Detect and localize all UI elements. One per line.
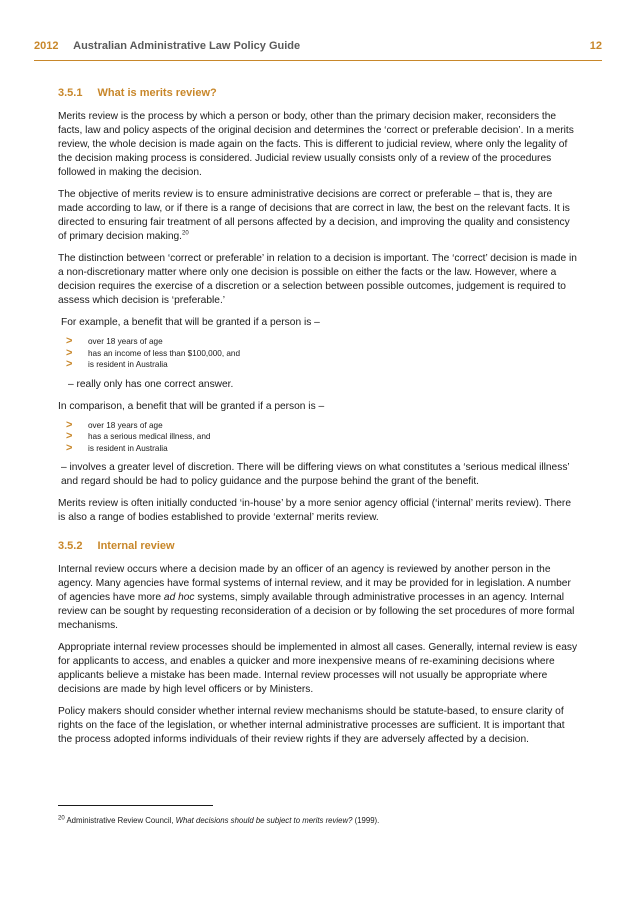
example-intro: In comparison, a benefit that will be granted if a person is – [58,400,325,412]
arrow-bullet-icon: > [66,346,73,359]
example-conclusion: – really only has one correct answer. [68,378,234,390]
arrow-bullet-icon: > [66,441,73,454]
paragraph-text: Internal review occurs where a decision made by an officer of an agency is reviewed by another person in the agency. Many agencies have formal systems of internal review, and it may be provided for in legislation. A number of agencies have more [58,564,571,603]
example-list-1 [66,336,578,371]
paragraph: Appropriate internal review processes should be implemented in almost all cases. Generally, internal review is easy for applicants to access, and enables a quicker and more inexpensive means of re-examining decisions where applicants believe a mistake has been made. Internal review processes will not usually be appropriate where decisions are made by high level officers or by Ministers. [58,642,578,695]
list-item-text: is resident in Australia [88,443,168,453]
arrow-bullet-icon: > [66,418,73,431]
list-item [66,443,578,455]
section-heading-3-5-1 [58,86,578,100]
example-intro: For example, a benefit that will be granted if a person is – [61,317,320,328]
list-item-text: is resident in Australia [88,360,168,369]
page-number: 12 [589,40,602,52]
list-item [66,420,578,432]
paragraph-text: systems, simply available through administrative processes in an agency. Internal review can be sought by requesting reconsideration of a decision or by following the set procedures of more formal mechanisms. [58,592,575,631]
section-title: What is merits review? [97,87,217,99]
arrow-bullet-icon: > [66,358,73,370]
paragraph: Merits review is often initially conducted ‘in-house’ by a more senior agency official (‘internal’ merits review). There is also a range of bodies established to provide ‘external’ merits review. [58,498,571,523]
section-heading-3-5-2 [58,539,578,553]
footnote-separator [58,805,213,806]
footnote-text: Administrative Review Council, [66,816,176,825]
list-item [66,336,578,348]
example-list-2 [66,420,578,455]
list-item-text: has a serious medical illness, and [88,432,211,441]
section-title: Internal review [97,540,175,552]
example-conclusion: – involves a greater level of discretion. There will be differing views on what constitutes a ‘serious medical illness’ and regard should be had to policy guidance and the purpose behind the grant of the benefit. [61,462,570,487]
list-item-text: has an income of less than $100,000, and [88,348,241,358]
footnote-text: (1999). [352,816,380,825]
arrow-bullet-icon: > [66,335,73,347]
page-header [34,40,602,52]
list-item [66,431,578,443]
paragraph [58,563,578,633]
footnote [58,816,578,826]
paragraph-text: The objective of merits review is to ensure administrative decisions are correct or preferable – that is, they are made according to law, or if there is a range of decisions that are correct in law, the best on the relevant facts. It is directed to ensuring fair treatment of all persons affected by a decision, and improving the quality and consistency of primary decision making. [58,189,570,242]
page-content [58,86,578,755]
list-item-text: over 18 years of age [88,420,163,430]
list-item-text: over 18 years of age [88,337,163,346]
footnote-number: 20 [58,815,65,822]
emphasis-text: ad hoc [163,592,195,603]
arrow-bullet-icon: > [66,430,73,442]
section-number: 3.5.1 [58,87,83,99]
header-title: Australian Administrative Law Policy Guide [73,40,301,52]
paragraph: Merits review is the process by which a person or body, other than the primary decision maker, reconsiders the facts, law and policy aspects of the original decision and determines the ‘correct or preferable decision’. In a merits review, the whole decision is made again on the facts. This is different to judicial review, where only the legality of the decision making process is considered. Judicial review usually consists only of a review of the procedures followed in making the decision. [58,111,574,178]
header-year: 2012 [34,40,59,52]
paragraph: The distinction between ‘correct or preferable’ in relation to a decision is important. The ‘correct’ decision is made in a non-discretionary matter where only one decision is possible on either the facts or the law. However, where a decision requires the exercise of a discretion or a selection between possible outcomes, judgement is required to assess which decision is ‘preferable.’ [58,253,577,306]
list-item [66,359,578,371]
list-item [66,348,578,360]
footnote-title: What decisions should be subject to merits review? [175,816,353,825]
section-number: 3.5.2 [58,540,83,552]
header-rule [34,60,602,61]
paragraph: Policy makers should consider whether internal review mechanisms should be statute-based, to ensure clarity of rights on the face of the legislation, or whether internal administrative processes are sufficient. It is important that the process adopted informs individuals of their review rights if they are adversely affected by a decision. [58,706,565,745]
footnote-reference[interactable]: 20 [182,230,189,237]
paragraph [58,188,578,244]
